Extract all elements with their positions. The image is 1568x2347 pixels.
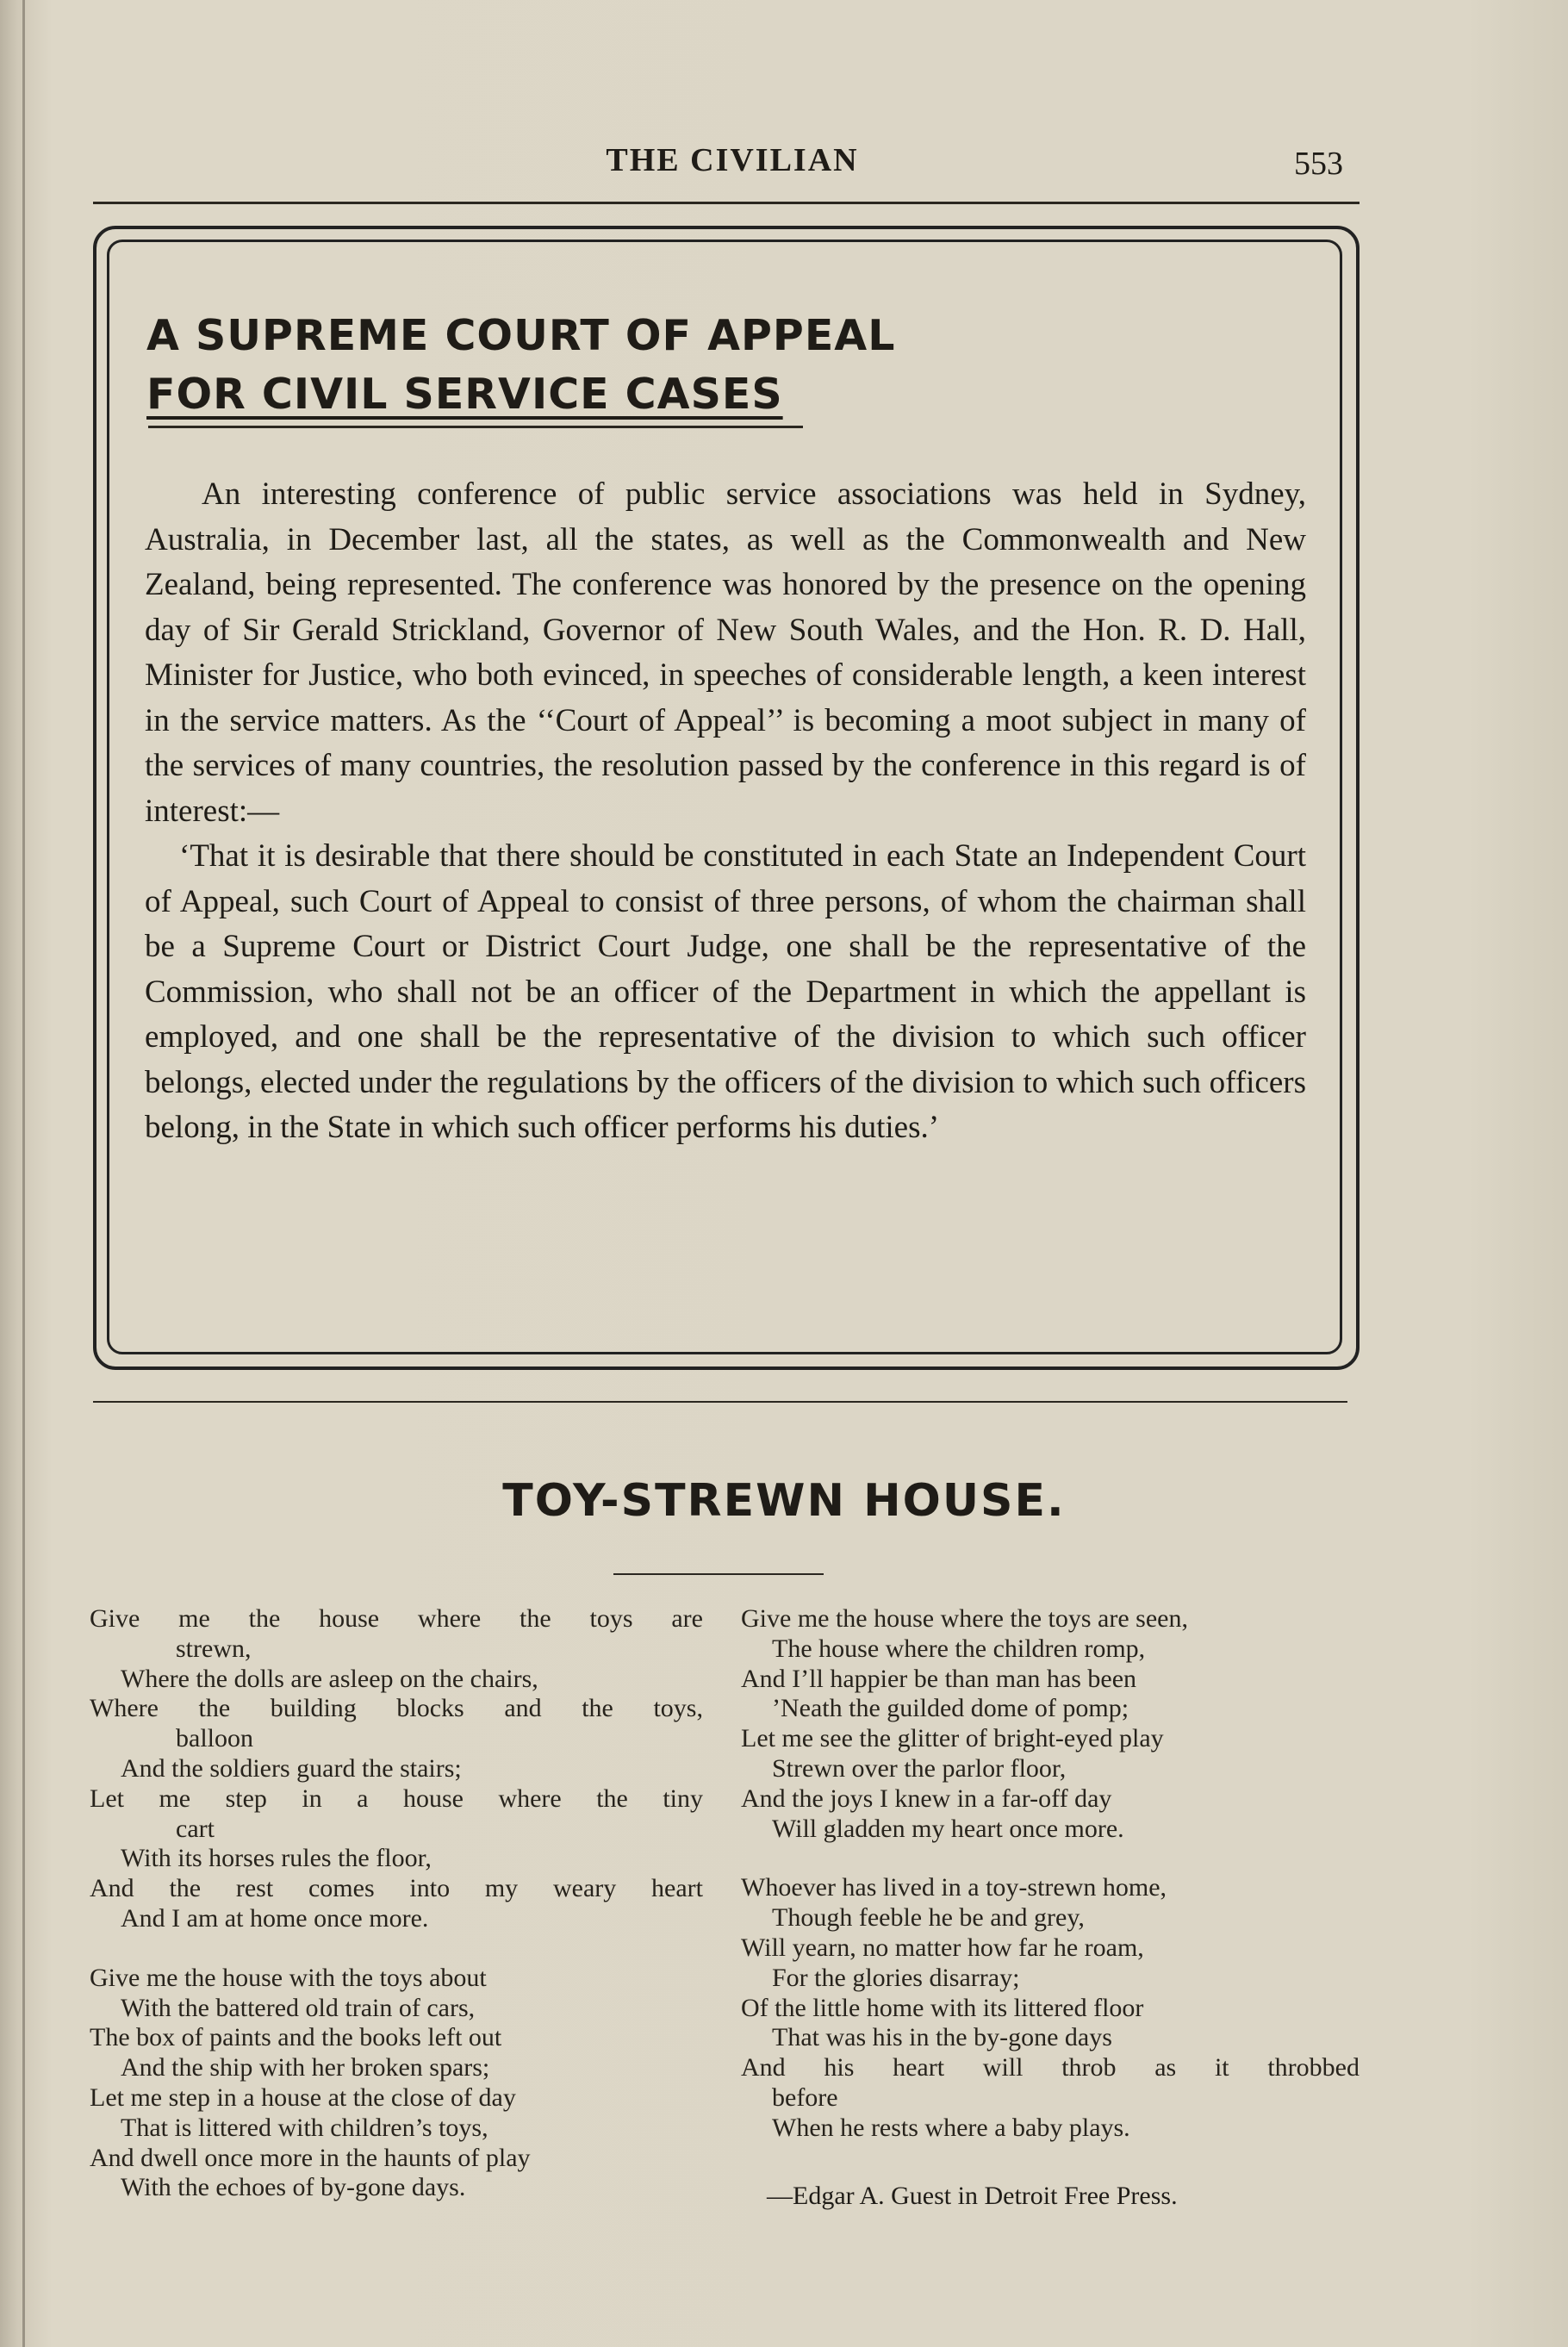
poem-line: For the glories disarray; xyxy=(772,1963,1020,1992)
poem-stanza xyxy=(741,1873,1360,2143)
poem-line: Will gladden my heart once more. xyxy=(772,1814,1124,1843)
title-underline-double xyxy=(148,426,803,428)
poem-line: Will yearn, no matter how far he roam, xyxy=(741,1933,1144,1962)
poem-line: With the echoes of by-gone days. xyxy=(121,2173,466,2202)
poem-line: And the ship with her broken spars; xyxy=(121,2053,490,2082)
poem-title-rule xyxy=(613,1573,824,1575)
article-title-line-1: A SUPREME COURT OF APPEAL xyxy=(146,311,896,360)
article-body xyxy=(145,472,1306,1151)
poem-stanza xyxy=(90,1964,703,2203)
article-title-line-2: FOR CIVIL SERVICE CASES xyxy=(146,370,783,419)
poem-stanza xyxy=(741,1604,1360,1844)
page-number: 553 xyxy=(1294,146,1343,182)
poem-line: before xyxy=(772,2082,838,2112)
poem-stanza xyxy=(90,1604,703,1934)
poem-line: And dwell once more in the haunts of play xyxy=(90,2143,531,2172)
poem-line: balloon xyxy=(176,1724,253,1753)
poem-line: And his heart will throb as it throbbed xyxy=(741,2053,1360,2082)
poem-line: And the rest comes into my weary heart xyxy=(90,1874,703,1903)
poem-line: Let me step in a house at the close of day xyxy=(90,2082,516,2112)
poem-line: Let me step in a house where the tiny xyxy=(90,1784,703,1813)
poem-line: Though feeble he be and grey, xyxy=(772,1903,1085,1933)
poem-line: And the soldiers guard the stairs; xyxy=(121,1753,462,1783)
poem-line: Strewn over the parlor floor, xyxy=(772,1753,1067,1783)
poem-line: cart xyxy=(176,1814,215,1843)
poem-line: And I’ll happier be than man has been xyxy=(741,1664,1137,1693)
header-rule xyxy=(93,202,1360,204)
article-paragraph-2: ‘That it is desirable that there should be constituted in each State an Independent Court of Appeal, such Court of Appeal to consist of three persons, of whom the chairman shall be a Supreme Court or District Court Judge, one shall be the representative of the Commission, who shall not be an officer of the Department in which the appellant is employed, and one shall be the representative of the division to which such officer belongs, elected under the regulations by the officers of the division to which such officers belong, in the State in which such officer performs his duties.’ xyxy=(145,838,1306,1145)
poem-line: Of the little home with its littered floor xyxy=(741,1993,1144,2022)
poem-right-column xyxy=(741,1604,1360,2173)
binding-gutter xyxy=(22,0,25,2347)
poem-line: Give me the house where the toys are seen, xyxy=(741,1604,1188,1633)
poem-line: That is littered with children’s toys, xyxy=(121,2113,488,2142)
poem-line: Whoever has lived in a toy-strewn home, xyxy=(741,1873,1167,1902)
poem-left-column xyxy=(90,1604,703,2232)
poem-line: When he rests where a baby plays. xyxy=(772,2113,1130,2142)
poem-line: That was his in the by-gone days xyxy=(772,2023,1112,2052)
poem-line: With the battered old train of cars, xyxy=(121,1993,476,2022)
poem-line: With its horses rules the floor, xyxy=(121,1844,432,1873)
poem-line: Where the building blocks and the toys, xyxy=(90,1694,703,1723)
article-title xyxy=(146,307,1008,424)
poem-line: The house where the children romp, xyxy=(772,1634,1146,1663)
poem-attribution: —Edgar A. Guest in Detroit Free Press. xyxy=(767,2182,1178,2210)
poem-line: Give me the house where the toys are xyxy=(90,1604,703,1633)
poem-line: strewn, xyxy=(176,1634,252,1663)
article-paragraph-1: An interesting conference of public service associations was held in Sydney, Australia, in December last, all the states, as well as the Commonwealth and New Zealand, being represented. The conference was honored by the presence on the opening day of Sir Gerald Strickland, Governor of New South Wales, and the Hon. R. D. Hall, Minister for Justice, who both evinced, in speeches of considerable length, a keen interest in the service matters. As the ‘‘Court of Appeal’’ is becoming a moot subject in many of the services of many countries, the resolution passed by the conference in this regard is of interest:— xyxy=(145,476,1306,829)
poem-line: And I am at home once more. xyxy=(121,1903,429,1933)
section-divider xyxy=(93,1401,1347,1403)
poem-line: The box of paints and the books left out xyxy=(90,2023,502,2052)
poem-line: ’Neath the guilded dome of pomp; xyxy=(772,1694,1129,1723)
poem-line: Where the dolls are asleep on the chairs, xyxy=(121,1664,538,1693)
poem-line: Give me the house with the toys about xyxy=(90,1963,487,1992)
poem-line: And the joys I knew in a far-off day xyxy=(741,1784,1112,1813)
poem-line: Let me see the glitter of bright-eyed play xyxy=(741,1724,1164,1753)
running-title: THE CIVILIAN xyxy=(606,142,859,178)
poem-title: TOY-STREWN HOUSE. xyxy=(502,1475,1066,1527)
